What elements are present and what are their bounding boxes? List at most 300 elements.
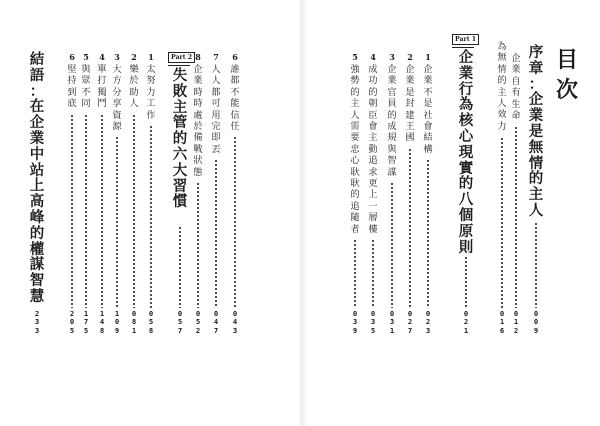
glyph: 成 (368, 64, 378, 75)
part-2-item-6-page (67, 310, 77, 335)
glyph: 更 (368, 178, 378, 190)
preface-item-1 (509, 53, 523, 121)
digit: 7 (213, 325, 219, 335)
glyph: 社 (423, 109, 433, 121)
glyph: 耿 (350, 178, 360, 190)
glyph: 是 (423, 98, 433, 110)
glyph: 人 (211, 75, 221, 87)
part-1-item-1-page (423, 310, 433, 335)
glyph: 隨 (350, 212, 360, 224)
part-2-item-4-title (95, 64, 109, 110)
part-1-item-4-title (366, 64, 380, 235)
glyph: 1 (499, 317, 505, 327)
glyph: 構 (423, 143, 433, 155)
glyph: 樂 (129, 64, 139, 75)
part-1-cont-item-1-title (228, 64, 242, 132)
glyph: 主 (528, 186, 544, 204)
glyph: 任 (230, 121, 240, 133)
part-2-item-4-page (97, 310, 107, 335)
glyph: 主 (350, 98, 360, 110)
digit: 3 (425, 325, 431, 335)
glyph: 2 (463, 317, 469, 327)
digit: 3 (370, 317, 376, 327)
digit: 2 (425, 317, 431, 327)
glyph: 即 (211, 132, 221, 144)
part-1-item-2-page (405, 310, 415, 335)
glyph: 生 (511, 98, 521, 110)
glyph: 的 (350, 189, 360, 201)
part-1-cont-item-1-number: 6 (232, 52, 238, 62)
glyph: 企 (423, 64, 433, 75)
part-2-item-2-number: 2 (131, 52, 137, 62)
digit: 2 (195, 325, 201, 335)
glyph: 的 (29, 224, 45, 242)
preface-item-2-page (497, 310, 507, 335)
preface-item-2 (495, 41, 509, 132)
glyph: ： (528, 75, 544, 93)
glyph: 1 (513, 317, 519, 327)
glyph: 方 (112, 75, 122, 87)
digit: 8 (148, 325, 154, 335)
glyph: 獨 (97, 86, 107, 98)
glyph: 原 (458, 222, 474, 240)
glyph: 打 (97, 75, 107, 87)
glyph: 中 (29, 145, 45, 163)
glyph: 態 (193, 166, 203, 178)
part-2-item-1-dots (150, 125, 152, 308)
glyph: 規 (387, 132, 397, 144)
part-1-cont-item-2-dots (215, 159, 217, 308)
glyph: 為 (458, 96, 474, 114)
glyph: 於 (129, 75, 139, 87)
glyph: 源 (112, 121, 122, 133)
glyph: 企 (405, 64, 415, 75)
glyph: 智 (387, 155, 397, 167)
digit: 7 (83, 317, 89, 327)
glyph: 謀 (29, 256, 45, 274)
glyph: 5 (177, 317, 183, 327)
digit: 2 (407, 317, 413, 327)
part-2-item-1-title (144, 64, 158, 121)
part-1-item-3-title (385, 64, 399, 178)
glyph: 2 (34, 309, 40, 318)
digit: 5 (195, 317, 201, 327)
glyph: 企 (528, 91, 544, 109)
glyph: 慣 (172, 193, 188, 211)
glyph: 6 (499, 325, 505, 335)
glyph: 業 (193, 75, 203, 87)
glyph: 的 (387, 109, 397, 121)
glyph: 需 (350, 121, 360, 133)
glyph: 建 (405, 109, 415, 121)
title-glyph: 次 (555, 78, 578, 103)
glyph: 峰 (29, 208, 45, 226)
part-2-page (175, 310, 185, 335)
digit: 3 (352, 317, 358, 327)
glyph: 行 (458, 80, 474, 98)
glyph: 3 (34, 325, 40, 335)
digit: 5 (69, 325, 75, 335)
digit: 0 (389, 309, 395, 318)
glyph: 享 (112, 98, 122, 110)
part-2-leader-dots (179, 226, 181, 308)
part-2-label: Part 2 (168, 52, 195, 63)
part-2-title (171, 68, 189, 210)
glyph: 勢 (350, 75, 360, 87)
digit: 5 (370, 325, 376, 335)
glyph: 戰 (193, 143, 203, 155)
glyph: 大 (112, 64, 122, 75)
part-1-leader-dots (465, 256, 467, 308)
digit: 9 (114, 325, 120, 335)
glyph: 持 (67, 75, 77, 87)
part-1-item-1-number: 1 (425, 52, 431, 62)
digit: 3 (389, 317, 395, 327)
glyph: ： (29, 82, 45, 100)
glyph: 力 (146, 86, 156, 98)
glyph: 命 (511, 110, 521, 122)
glyph: 狀 (193, 155, 203, 167)
part-1-item-3-number: 3 (389, 52, 395, 62)
glyph: 3 (34, 317, 40, 327)
part-1-cont-item-1-page (230, 310, 240, 335)
glyph: 有 (511, 87, 521, 99)
digit: 0 (232, 309, 238, 318)
part-1-item-3-page (387, 310, 397, 335)
glyph: 敗 (172, 82, 188, 100)
part-1-item-2-number: 2 (407, 52, 413, 62)
part-2-item-5-title (79, 64, 93, 110)
glyph: 的 (458, 175, 474, 193)
glyph: 同 (81, 98, 91, 110)
part-1-item-3-dots (391, 182, 393, 308)
glyph: 個 (458, 206, 474, 224)
part-2-item-6-dots (71, 114, 73, 308)
glyph: 於 (193, 121, 203, 133)
toc-title (551, 46, 583, 106)
glyph: 堅 (67, 64, 77, 75)
glyph: 單 (97, 64, 107, 75)
glyph: 的 (172, 130, 188, 148)
part-1-item-4-number: 4 (370, 52, 376, 62)
glyph: 高 (29, 193, 45, 211)
preface-leader-dots (535, 222, 537, 308)
digit: 0 (69, 317, 75, 327)
glyph: 權 (29, 240, 45, 258)
part-1-cont-item-3-dots (197, 182, 199, 308)
part-2-item-1-page (146, 310, 156, 335)
digit: 0 (195, 309, 201, 318)
digit: 2 (69, 309, 75, 318)
glyph: 官 (387, 86, 397, 98)
digit: 1 (99, 309, 105, 318)
glyph: 為 (497, 41, 507, 52)
glyph: 的 (497, 75, 507, 87)
digit: 0 (425, 309, 431, 318)
digit: 9 (352, 325, 358, 335)
part-2-item-2-dots (133, 114, 135, 308)
glyph: 實 (458, 159, 474, 177)
preface-item-2-dots (501, 137, 503, 308)
glyph: 鬥 (97, 98, 107, 110)
preface-item-1-dots (515, 126, 517, 308)
part-2-item-4-dots (101, 114, 103, 308)
part-1-item-2-dots (409, 148, 411, 308)
glyph: 要 (350, 132, 360, 144)
glyph: 求 (368, 166, 378, 178)
glyph: 的 (528, 170, 544, 188)
glyph: 動 (368, 143, 378, 155)
glyph: 信 (230, 109, 240, 121)
glyph: 是 (405, 86, 415, 98)
glyph: 不 (81, 86, 91, 98)
part-2-item-3-title (110, 64, 124, 132)
glyph: 丟 (211, 143, 221, 155)
glyph: 在 (29, 98, 45, 116)
part-1-item-5-page (350, 310, 360, 335)
part-1-label: Part 1 (452, 34, 479, 45)
glyph: 業 (511, 64, 521, 76)
part-2-item-6-title (65, 64, 79, 110)
glyph: 業 (387, 75, 397, 87)
glyph: 樓 (368, 223, 378, 235)
glyph: 企 (387, 64, 397, 75)
glyph: 的 (350, 86, 360, 98)
part-1-page (461, 310, 471, 335)
part-2-item-6-number: 6 (69, 52, 75, 62)
glyph: 處 (193, 109, 203, 121)
preface-page (531, 310, 541, 335)
glyph: 成 (387, 121, 397, 133)
part-2-item-1-number: 1 (148, 52, 154, 62)
part-1-item-5-dots (354, 239, 356, 308)
digit: 4 (213, 317, 219, 327)
glyph: 0 (463, 309, 469, 318)
glyph: 核 (458, 112, 474, 130)
glyph: 謀 (387, 166, 397, 178)
conclusion-page (32, 310, 42, 335)
part-2-item-5-number: 5 (83, 52, 89, 62)
glyph: 到 (67, 86, 77, 98)
glyph: 企 (193, 64, 203, 75)
glyph: 主 (368, 132, 378, 144)
glyph: 站 (29, 161, 45, 179)
glyph: 1 (463, 325, 469, 335)
glyph: 0 (177, 309, 183, 318)
digit: 0 (131, 309, 137, 318)
glyph: 0 (533, 317, 539, 327)
glyph: 力 (497, 120, 507, 132)
digit: 3 (232, 325, 238, 335)
glyph: 上 (29, 177, 45, 195)
glyph: 完 (211, 121, 221, 133)
part-1-cont-item-3-title (191, 64, 205, 178)
part-1-item-5-number: 5 (352, 52, 358, 62)
glyph: 自 (511, 75, 521, 87)
part-1-cont-item-1-dots (234, 136, 236, 308)
digit: 0 (114, 317, 120, 327)
part-1-title (457, 50, 475, 255)
glyph: 層 (368, 212, 378, 224)
glyph: 六 (172, 145, 188, 163)
digit: 0 (407, 309, 413, 318)
glyph: 則 (458, 238, 474, 256)
digit: 0 (148, 309, 154, 318)
part-1-cont-item-3-number: 8 (195, 52, 201, 62)
preface-item-1-page (511, 310, 521, 335)
digit: 1 (83, 309, 89, 318)
part-2-item-5-dots (85, 114, 87, 308)
digit: 4 (232, 317, 238, 327)
glyph: 者 (350, 223, 360, 235)
glyph: 9 (533, 325, 539, 335)
digit: 5 (83, 325, 89, 335)
glyph: 結 (423, 132, 433, 144)
glyph: 不 (423, 86, 433, 98)
glyph: 0 (533, 309, 539, 318)
part-1-cont-item-3-page (193, 310, 203, 335)
part-2-item-2-title (127, 64, 141, 110)
glyph: 追 (350, 200, 360, 212)
glyph: 時 (193, 98, 203, 110)
glyph: 工 (146, 98, 156, 110)
glyph: 與 (81, 64, 91, 75)
part-2-rule (168, 65, 190, 66)
preface-title (527, 45, 545, 219)
glyph: 現 (458, 143, 474, 161)
part-1-item-4-dots (372, 239, 374, 308)
glyph: 人 (528, 201, 544, 219)
glyph: 心 (350, 155, 360, 167)
digit: 1 (114, 309, 120, 318)
glyph: 業 (528, 107, 544, 125)
glyph: 作 (146, 109, 156, 121)
part-1-item-1-title (421, 64, 435, 155)
glyph: 效 (497, 109, 507, 121)
glyph: 7 (177, 325, 183, 335)
glyph: 可 (211, 98, 221, 110)
glyph: 管 (172, 114, 188, 132)
glyph: 太 (146, 64, 156, 75)
glyph: 業 (458, 64, 474, 82)
glyph: 心 (458, 127, 474, 145)
book-gutter (297, 0, 307, 426)
glyph: 企 (511, 53, 521, 64)
part-2-item-3-page (112, 310, 122, 335)
digit: 4 (99, 317, 105, 327)
part-2-item-2-page (129, 310, 139, 335)
digit: 0 (352, 309, 358, 318)
conclusion-title (28, 52, 46, 305)
glyph: 分 (112, 86, 122, 98)
glyph: 會 (368, 121, 378, 133)
glyph: 慧 (29, 287, 45, 305)
part-2-item-4-number: 4 (99, 52, 105, 62)
glyph: 主 (172, 98, 188, 116)
glyph: 2 (513, 325, 519, 335)
glyph: 用 (211, 109, 221, 121)
digit: 0 (370, 309, 376, 318)
glyph: 眾 (81, 75, 91, 87)
glyph: 業 (423, 75, 433, 87)
part-1-cont-item-2-number: 7 (213, 52, 219, 62)
part-1-cont-item-2-page (211, 310, 221, 335)
glyph: 備 (193, 132, 203, 144)
glyph: 0 (513, 309, 519, 318)
glyph: 與 (387, 143, 397, 155)
glyph: 臣 (368, 109, 378, 121)
glyph: 主 (497, 86, 507, 98)
glyph: 耿 (350, 166, 360, 178)
glyph: 時 (193, 86, 203, 98)
glyph: 忠 (350, 143, 360, 155)
digit: 1 (389, 325, 395, 335)
glyph: 一 (368, 200, 378, 212)
glyph: 情 (528, 154, 544, 172)
glyph: 強 (350, 64, 360, 75)
digit: 1 (131, 325, 137, 335)
glyph: 業 (405, 75, 415, 87)
glyph: 失 (172, 67, 188, 84)
part-1-item-5-title (348, 64, 362, 235)
glyph: 情 (497, 63, 507, 75)
glyph: 能 (230, 98, 240, 110)
glyph: 會 (423, 121, 433, 133)
glyph: 的 (368, 86, 378, 98)
glyph: 封 (405, 98, 415, 110)
part-1-item-2-title (403, 64, 417, 144)
glyph: 人 (211, 64, 221, 75)
glyph: 企 (29, 114, 45, 132)
glyph: 國 (405, 132, 415, 144)
glyph: 助 (129, 86, 139, 98)
glyph: 功 (368, 75, 378, 87)
digit: 0 (213, 309, 219, 318)
title-glyph: 目 (555, 48, 578, 73)
digit: 8 (131, 317, 137, 327)
glyph: 0 (499, 309, 505, 318)
glyph: 不 (230, 86, 240, 98)
glyph: 都 (230, 75, 240, 87)
digit: 8 (99, 325, 105, 335)
glyph: 努 (146, 75, 156, 87)
glyph: 結 (29, 51, 45, 68)
glyph: 企 (458, 49, 474, 66)
glyph: 誰 (230, 64, 240, 75)
glyph: 追 (368, 155, 378, 167)
glyph: 是 (528, 122, 544, 140)
glyph: 八 (458, 191, 474, 209)
glyph: 都 (211, 86, 221, 98)
part-1-cont-item-2-title (209, 64, 223, 155)
glyph: 朝 (368, 98, 378, 110)
glyph: 語 (29, 66, 45, 84)
part-2-item-3-dots (116, 136, 118, 308)
glyph: 資 (112, 109, 122, 121)
glyph: 無 (497, 52, 507, 64)
glyph: 章 (528, 59, 544, 77)
glyph: 員 (387, 98, 397, 110)
glyph: 習 (172, 177, 188, 195)
glyph: 上 (368, 189, 378, 201)
glyph: 人 (129, 98, 139, 110)
glyph: 無 (528, 138, 544, 156)
glyph: 大 (172, 161, 188, 179)
glyph: 人 (350, 109, 360, 121)
part-1-rule (452, 47, 474, 48)
part-1-item-1-dots (427, 159, 429, 308)
glyph: 智 (29, 272, 45, 290)
